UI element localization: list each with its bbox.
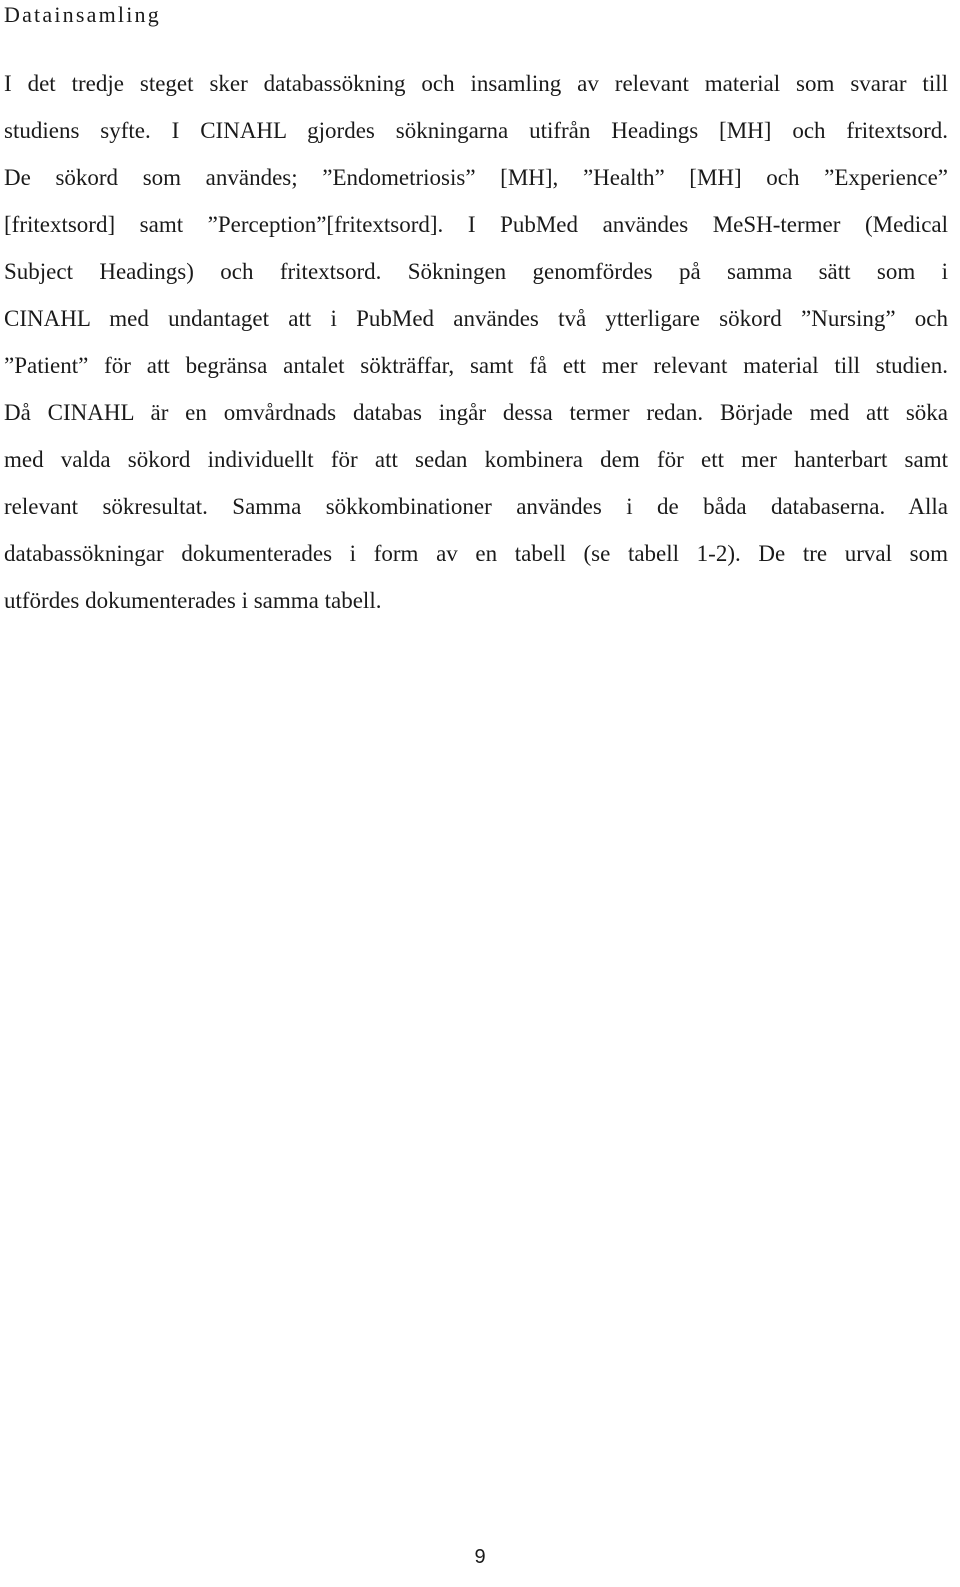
section-heading: Datainsamling	[4, 2, 161, 27]
paragraph-line: Då CINAHL är en omvårdnads databas ingår dessa termer redan. Började med att söka	[4, 400, 948, 425]
body-paragraph	[4, 60, 948, 624]
paragraph-line: Subject Headings) och fritextsord. Sökningen genomfördes på samma sätt som i	[4, 259, 948, 284]
paragraph-line: relevant sökresultat. Samma sökkombinationer användes i de båda databaserna. Alla	[4, 494, 948, 519]
paragraph-line: I det tredje steget sker databassökning och insamling av relevant material som svarar till	[4, 71, 948, 96]
paragraph-line: databassökningar dokumenterades i form av en tabell (se tabell 1-2). De tre urval som	[4, 541, 948, 566]
page-number: 9	[474, 1546, 486, 1568]
paragraph-line: med valda sökord individuellt för att sedan kombinera dem för ett mer hanterbart samt	[4, 447, 948, 472]
paragraph-line: ”Patient” för att begränsa antalet sökträffar, samt få ett mer relevant material till studien.	[4, 353, 948, 378]
paragraph-line: CINAHL med undantaget att i PubMed användes två ytterligare sökord ”Nursing” och	[4, 306, 948, 331]
paragraph-line: studiens syfte. I CINAHL gjordes sökningarna utifrån Headings [MH] och fritextsord.	[4, 118, 948, 143]
paragraph-line: utfördes dokumenterades i samma tabell.	[4, 588, 382, 613]
paragraph-line: De sökord som användes; ”Endometriosis” [MH], ”Health” [MH] och ”Experience”	[4, 165, 948, 190]
paragraph-line: [fritextsord] samt ”Perception”[fritextsord]. I PubMed användes MeSH-termer (Medical	[4, 212, 948, 237]
